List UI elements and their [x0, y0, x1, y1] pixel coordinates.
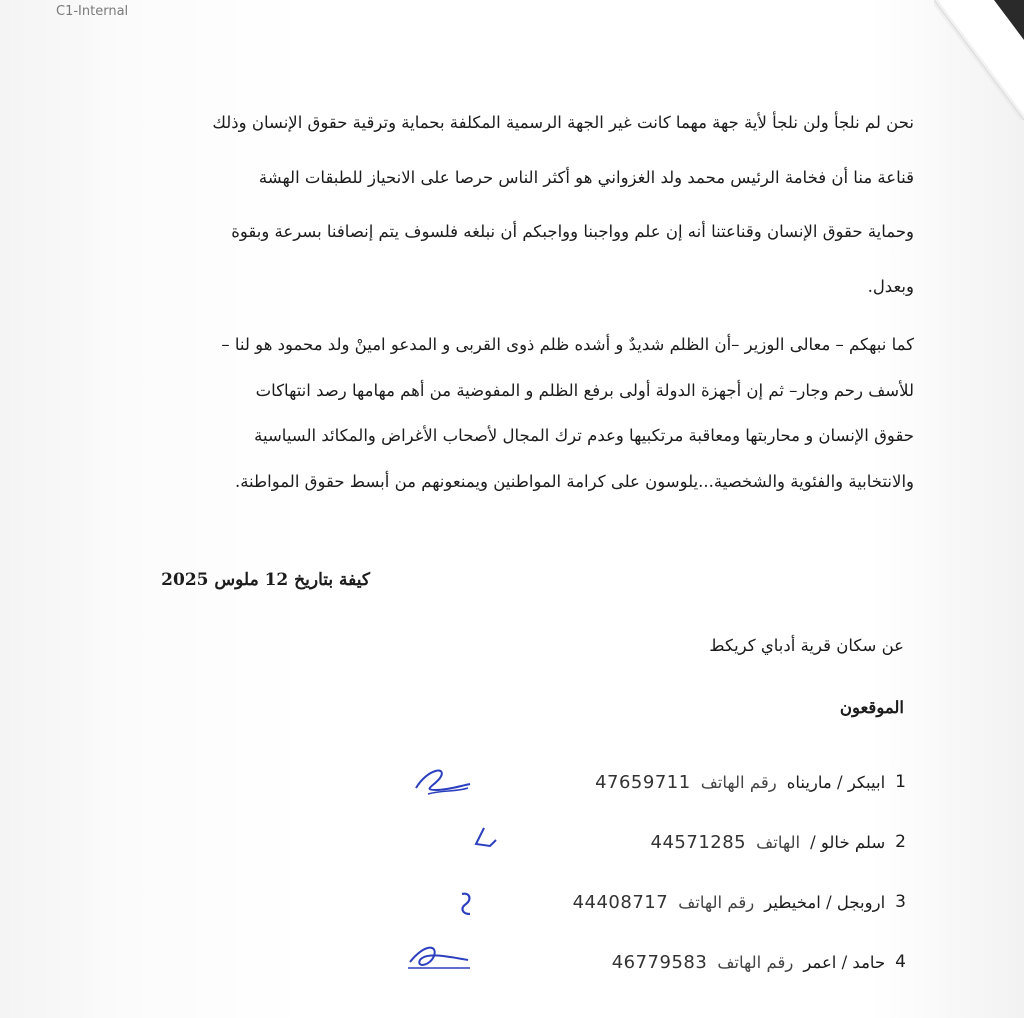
phone-label: رقم الهاتف — [700, 772, 777, 792]
handwritten-signature — [466, 820, 536, 860]
paragraph-line: والانتخابية والفئوية والشخصية...يلوسون على كرامة المواطنين ويمنعونهم من أبسط حقوق المواطنة. — [234, 471, 914, 491]
signatory-row — [466, 752, 906, 812]
signatory-number: 2 — [895, 832, 906, 852]
classification-label: C1-Internal — [56, 4, 129, 19]
handwritten-signature — [440, 884, 510, 924]
paragraph-line: نحن لم نلجأ ولن نلجأ لأية جهة مهما كانت غير الجهة الرسمية المكلفة بحماية وترقية حقوق الإنسان وذلك — [212, 113, 914, 132]
signatory-row — [466, 872, 906, 932]
phone-number: 47659711 — [595, 771, 691, 793]
signatory-name: اروبجل / امخيطير — [764, 892, 886, 912]
signatory-row — [466, 812, 906, 872]
folded-corner — [934, 0, 1024, 120]
signatory-number: 1 — [895, 772, 906, 792]
signatory-list — [466, 752, 906, 992]
paragraph-line: حقوق الإنسان و محاربتها ومعاقبة مرتكبيها وعدم ترك المجال لأصحاب الأغراض والمكائد السياسية — [254, 426, 914, 445]
date-line: كيفة بتاريخ 12 ملوس 2025 — [161, 570, 370, 590]
phone-number: 44408717 — [572, 891, 669, 913]
handwritten-signature — [404, 938, 474, 978]
handwritten-signature — [408, 760, 478, 800]
letter-paragraph-2 — [196, 322, 914, 504]
paragraph-line: وبعدل. — [867, 276, 914, 296]
phone-label: الهاتف — [756, 832, 801, 852]
signatory-number: 3 — [895, 892, 906, 912]
sender-line: عن سكان قرية أدباي كريكط — [709, 636, 904, 655]
paragraph-line: قناعة منا أن فخامة الرئيس محمد ولد الغزواني هو أكثر الناس حرصا على الانحياز للطبقات الهشة — [258, 167, 914, 187]
paragraph-line: كما نبهكم – معالى الوزير –أن الظلم شديدٌ و أشده ظلم ذوى القربى و المدعو امينْ ولد محمود هو لنا – — [221, 335, 914, 354]
signatory-name: ابيبكر / مارينا‌ه — [786, 772, 886, 792]
signatory-row — [466, 932, 906, 992]
letter-body — [196, 96, 914, 504]
letter-paragraph-1 — [196, 96, 914, 314]
phone-number: 46779583 — [611, 951, 708, 973]
phone-label: رقم الهاتف — [717, 952, 794, 972]
signatory-name: حامد / اعمر — [803, 952, 886, 972]
signatory-number: 4 — [895, 952, 906, 972]
phone-number: 44571285 — [650, 831, 747, 853]
paragraph-line: للأسف رحم وجار– ثم إن أجهزة الدولة أولى برفع الظلم و المفوضية من أهم مهامها رصد انتهاكات — [255, 380, 914, 400]
signatories-heading: الموقعون — [839, 698, 904, 717]
signatory-name: سلم خالو / — [810, 832, 886, 852]
phone-label: رقم الهاتف — [678, 892, 755, 912]
paragraph-line: وحماية حقوق الإنسان وقناعتنا أنه إن علم وواجبنا وواجبكم أن نبلغه فلسوف يتم إنصافنا بسرعة وبقوة — [231, 222, 914, 241]
